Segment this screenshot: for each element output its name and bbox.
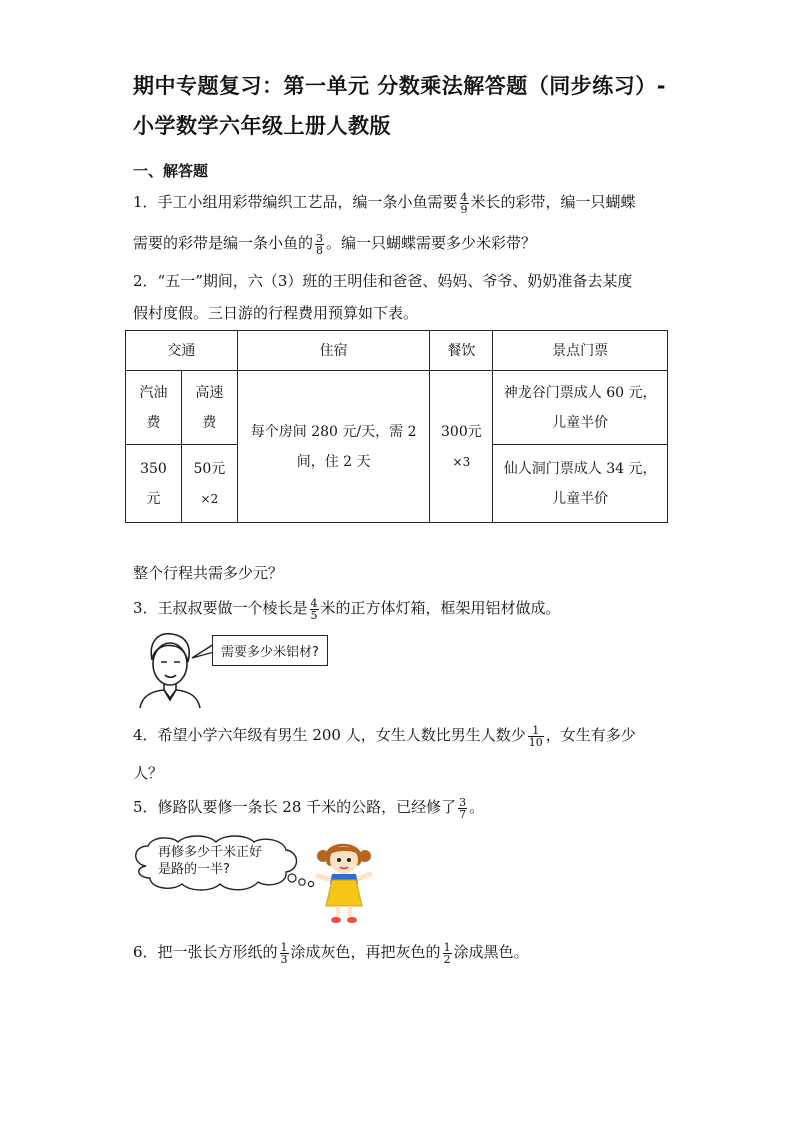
q5-fraction	[458, 797, 467, 820]
q3-speech-bubble: 需要多少米铝材?	[212, 635, 328, 666]
cell-ticket-xianrendong: 仙人洞门票成人 34 元， 儿童半价	[493, 445, 668, 523]
q5-cloud-line-2: 是路的一半?	[158, 862, 230, 877]
header-food: 餐饮	[430, 331, 493, 371]
q4-fraction	[528, 725, 544, 748]
header-transport: 交通	[126, 331, 238, 371]
q3-line-1	[133, 597, 561, 621]
q6-fraction-gray	[280, 942, 289, 965]
cell-ticket-shenlonggu: 神龙谷门票成人 60 元， 儿童半价	[493, 371, 668, 445]
q1-text-b: 米长的彩带，编一只蝴蝶	[470, 193, 636, 211]
cell-food: 300元 ×3	[430, 371, 493, 523]
q5-cloud-line-1: 再修多少千米正好	[158, 845, 263, 860]
q2-question: 整个行程共需多少元？	[133, 564, 284, 582]
section-heading: 一、解答题	[133, 162, 209, 180]
page-title: 期中专题复习：第一单元 分数乘法解答题（同步练习）-小学数学六年级上册人教版	[133, 74, 667, 138]
frac-numerator: 1	[443, 940, 451, 954]
frac-numerator: 1	[528, 725, 544, 737]
speech-bubble-pointer	[190, 640, 214, 664]
q5-cloud-text	[158, 844, 262, 878]
q1-fraction-butterfly	[315, 233, 324, 256]
q4-text-a: 4．希望小学六年级有男生 200 人，女生人数比男生人数少	[133, 726, 526, 744]
q6-text-c: 涂成黑色。	[453, 943, 529, 961]
q1-text-a: 1．手工小组用彩带编织工艺品，编一条小鱼需要	[133, 193, 458, 211]
q4-line-1	[133, 724, 636, 748]
frac-denominator: 5	[310, 608, 318, 622]
q1-line-2	[133, 232, 536, 256]
frac-numerator: 4	[310, 596, 318, 610]
frac-denominator: 8	[316, 243, 324, 257]
frac-denominator: 10	[528, 735, 543, 749]
cell-fuel-value: 350 元	[126, 445, 182, 523]
frac-numerator: 4	[460, 190, 468, 204]
q6-text-a: 6．把一张长方形纸的	[133, 943, 278, 961]
frac-denominator: 7	[459, 807, 467, 821]
cell-fuel-label: 汽油 费	[126, 371, 182, 445]
q4-line-2: 人？	[133, 764, 164, 782]
q5-text-a: 5．修路队要修一条长 28 千米的公路，已经修了	[133, 798, 457, 816]
q1-text-c: 需要的彩带是编一条小鱼的	[133, 234, 314, 252]
q3-text-a: 3．王叔叔要做一个棱长是	[133, 599, 308, 617]
cell-toll-value: 50元 ×2	[181, 445, 237, 523]
cell-lodging: 每个房间 280 元/天，需 2 间，住 2 天	[237, 371, 430, 523]
q4-text-b: ，女生有多少	[545, 726, 636, 744]
girl-illustration	[312, 836, 376, 924]
frac-numerator: 3	[459, 795, 467, 809]
frac-numerator: 1	[280, 940, 288, 954]
frac-numerator: 3	[316, 231, 324, 245]
header-tickets: 景点门票	[493, 331, 668, 371]
q1-fraction-fish	[460, 192, 469, 215]
q6-text-b: 涂成灰色，再把灰色的	[290, 943, 441, 961]
frac-denominator: 3	[280, 952, 288, 966]
q5-text-b: 。	[469, 798, 485, 816]
q2-line-1: 2．“五一”期间，六（3）班的王明佳和爸爸、妈妈、爷爷、奶奶准备去某度	[133, 272, 633, 290]
frac-denominator: 9	[460, 202, 468, 216]
frac-denominator: 2	[443, 952, 451, 966]
q3-fraction	[310, 598, 319, 621]
q1-line-1	[133, 191, 636, 215]
cell-toll-label: 高速 费	[181, 371, 237, 445]
q1-text-d: 。编一只蝴蝶需要多少米彩带？	[326, 234, 537, 252]
q6-fraction-black	[443, 942, 452, 965]
q3-text-b: 米的正方体灯箱，框架用铝材做成。	[320, 599, 561, 617]
q2-line-2: 假村度假。三日游的行程费用预算如下表。	[133, 304, 419, 322]
q5-line-1	[133, 796, 484, 820]
header-lodging: 住宿	[237, 331, 430, 371]
q6-line-1	[133, 941, 529, 965]
trip-cost-table	[125, 330, 668, 523]
